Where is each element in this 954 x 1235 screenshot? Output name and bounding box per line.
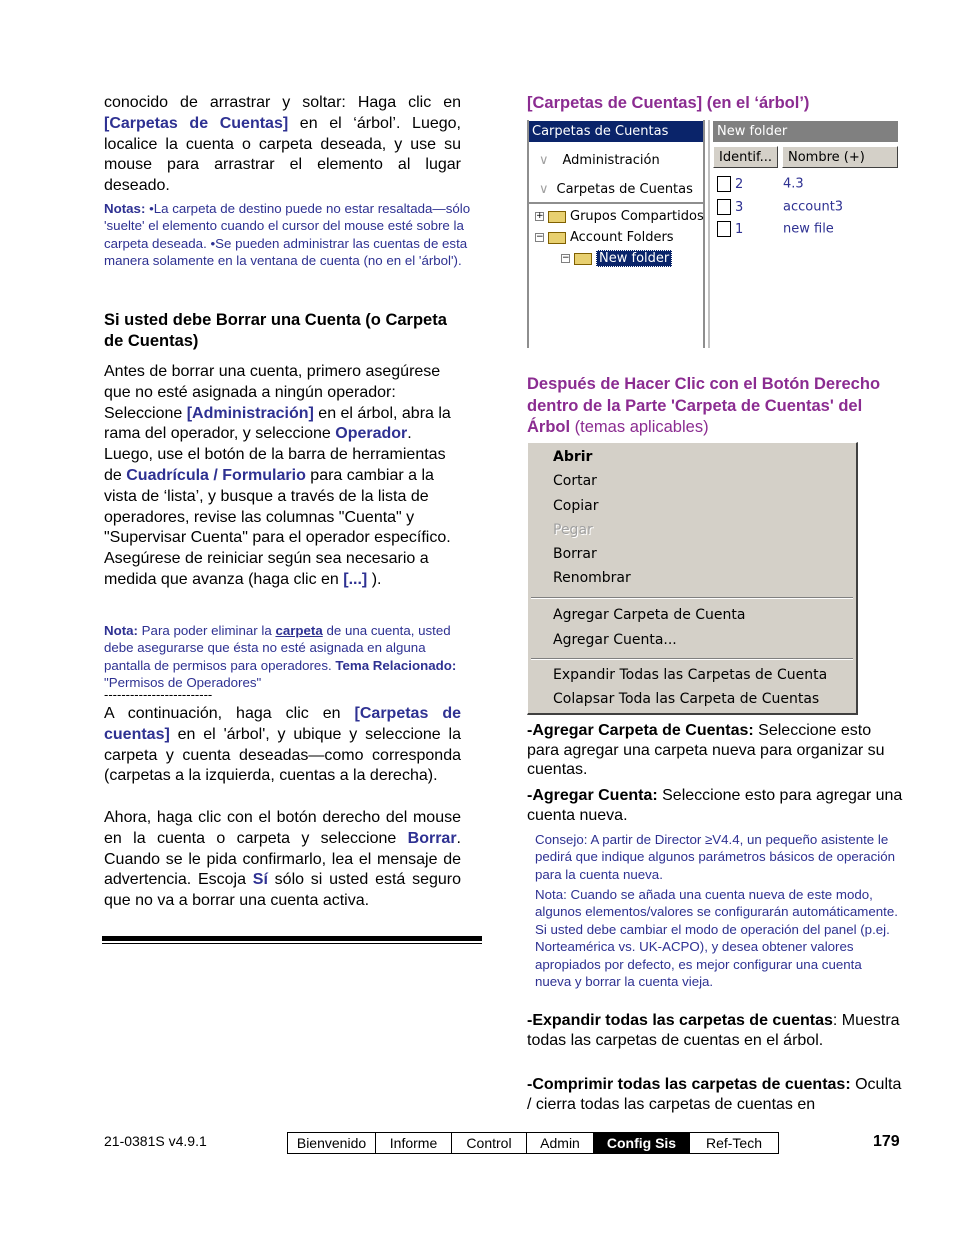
menu-item-copiar[interactable]: Copiar xyxy=(553,498,599,514)
row-id: 2 xyxy=(735,176,744,192)
cuadricula-link[interactable]: Cuadrícula / Formulario xyxy=(126,466,306,484)
text: A continuación, haga clic en xyxy=(104,705,355,722)
note-label: Nota: xyxy=(104,623,138,638)
caption-bold: Después de Hacer Clic con el Botón Derecho dentro de la Parte 'Carpeta de Cuentas' del Árbol xyxy=(527,375,881,436)
text: ). xyxy=(367,570,382,588)
tip-wizard: Consejo: A partir de Director ≥V4.4, un pequeño asistente le pedirá que indique algunos parámetros básicos de operación para la cuenta nueva. xyxy=(535,832,895,882)
column-header-id[interactable]: Identif... xyxy=(713,146,778,168)
text: Ahora, haga clic con el botón derecho del mouse en la cuenta o carpeta y seleccione xyxy=(104,809,461,847)
tab-config-sis[interactable]: Config Sis xyxy=(594,1133,690,1153)
desc-comprimir: -Comprimir todas las carpetas de cuentas: Oculta / cierra todas las carpetas de cuentas en xyxy=(527,1076,902,1113)
si-link[interactable]: Sí xyxy=(252,871,268,889)
doc-id: 21-0381S v4.9.1 xyxy=(104,1133,207,1149)
menu-item-agregar-cuenta[interactable]: Agregar Cuenta... xyxy=(553,632,677,648)
note-auto-config: Nota: Cuando se añada una cuenta nueva de este modo, algunos elementos/valores se configurarán automáticamente. Si usted debe cambiar el modo de operación del panel (p.ej. Norteamérica vs. UK-ACPO), y desea obtener valores apropiados por defecto, es mejor configurar una cuenta nueva y borrar la cuenta vieja. xyxy=(535,887,898,990)
row-id: 1 xyxy=(735,221,744,237)
menu-item-cortar[interactable]: Cortar xyxy=(553,473,597,489)
folder-icon xyxy=(548,232,566,244)
desc-text: : Muestra todas las carpetas de cuentas en el árbol. xyxy=(527,1012,900,1049)
tree-node-label: Grupos Compartidos xyxy=(570,209,704,224)
row-id: 3 xyxy=(735,199,744,215)
ellipsis-button[interactable]: [...] xyxy=(343,570,368,588)
document-icon xyxy=(717,176,731,192)
menu-item-colapsar[interactable]: Colapsar Toda las Carpeta de Cuentas xyxy=(553,691,820,707)
menu-separator xyxy=(531,597,853,599)
text: en el ‘árbol’. Luego, localice la cuenta o carpeta deseada, y use su mouse para arrastrar el elemento al lugar deseado. xyxy=(104,114,461,195)
text: sólo si usted está seguro que no va a borrar una cuenta activa. xyxy=(104,871,462,910)
text: . Cuando se le pida confirmarlo, lea el mensaje de advertencia. Escoja xyxy=(104,829,461,889)
paragraph-delete xyxy=(104,808,461,912)
figure-caption-menu xyxy=(527,374,887,439)
text: . Luego, use el botón de la barra de herramientas de xyxy=(104,425,446,484)
menu-item-pegar: Pegar xyxy=(553,522,593,538)
chevron-down-icon: ∨ xyxy=(539,153,549,168)
administracion-link[interactable]: [Administración] xyxy=(186,404,314,422)
section-end-rule-thick xyxy=(102,936,482,941)
list-pane-title: New folder xyxy=(713,121,898,142)
expand-icon[interactable]: + xyxy=(536,211,544,221)
note-text: •La carpeta de destino puede no estar resaltada—sólo 'suelte' el elemento cuando el cursor del mouse esté sobre la carpeta deseada. •Se pueden administrar las cuentas de esta manera solamente en la ventana de cuenta (no en el 'árbol'). xyxy=(104,201,471,269)
row-name: 4.3 xyxy=(783,176,804,192)
menu-item-expandir[interactable]: Expandir Todas las Carpetas de Cuenta xyxy=(553,667,828,683)
desc-agregar-cuenta: -Agregar Cuenta: Seleccione esto para agregar una cuenta nueva. xyxy=(527,787,903,824)
menu-item-borrar[interactable]: Borrar xyxy=(553,546,597,562)
row-name: account3 xyxy=(783,199,844,215)
folder-icon xyxy=(548,211,566,223)
paragraph-drag-drop xyxy=(104,93,461,197)
tree-node-new-folder[interactable] xyxy=(561,251,672,266)
menu-item-agregar-carpeta[interactable]: Agregar Carpeta de Cuenta xyxy=(553,607,746,623)
row-name: new file xyxy=(783,221,834,237)
text: conocido de arrastrar y soltar: Haga clic en xyxy=(104,94,461,111)
menu-item-renombrar[interactable]: Renombrar xyxy=(553,570,631,586)
tab-bienvenido[interactable]: Bienvenido xyxy=(288,1133,376,1153)
desc-label: Agregar Carpeta de Cuentas: xyxy=(532,722,754,739)
open-folder-icon xyxy=(574,253,592,265)
note-drag-drop xyxy=(104,200,476,270)
desc-text: Oculta / cierra todas las carpetas de cuentas en xyxy=(527,1076,902,1113)
column-header-name[interactable]: Nombre (+) xyxy=(782,146,898,168)
note-permissions xyxy=(104,622,466,692)
tree-node-label: Account Folders xyxy=(570,230,674,245)
document-icon xyxy=(717,221,731,237)
note-text: Para poder eliminar la xyxy=(137,623,276,638)
caption-normal: (temas aplicables) xyxy=(570,418,709,436)
menu-separator xyxy=(531,658,853,660)
carpetas-cuentas-link[interactable]: [Carpetas de cuentas] xyxy=(104,705,461,743)
tab-control[interactable]: Control xyxy=(452,1133,527,1153)
tab-ref-tech[interactable]: Ref-Tech xyxy=(705,1135,763,1151)
tree-pane-title: Carpetas de Cuentas xyxy=(528,121,704,142)
section-heading: Si usted debe Borrar una Cuenta (o Carpeta de Cuentas) xyxy=(104,311,447,350)
paragraph-select-item xyxy=(104,704,461,787)
tab-admin[interactable]: Admin xyxy=(527,1133,594,1153)
chevron-down-icon: ∨ xyxy=(539,182,549,197)
operador-link[interactable]: Operador xyxy=(335,425,408,443)
carpetas-link[interactable]: [Carpetas de Cuentas] xyxy=(104,114,289,132)
related-topic-text[interactable]: "Permisos de Operadores" xyxy=(104,675,262,691)
table-row[interactable] xyxy=(717,199,843,215)
tree-node-label: New folder xyxy=(596,250,672,267)
borrar-link[interactable]: Borrar xyxy=(407,829,457,847)
note-text: de una cuenta, usted debe asegurarse que ésta no esté asignada en alguna pantalla de permisos para operadores. xyxy=(104,623,451,673)
note-label: Notas: xyxy=(104,201,146,216)
text: en el 'árbol', y ubique y seleccione la carpeta y cuenta deseadas—como corresponda (carpetas a la izquierda, cuentas a la derecha). xyxy=(104,725,461,785)
collapse-icon[interactable]: − xyxy=(562,253,570,263)
tree-node-carpetas[interactable] xyxy=(539,182,693,197)
desc-label: Comprimir todas las carpetas de cuentas: xyxy=(532,1076,851,1093)
desc-text: Seleccione esto para agregar una carpeta nueva para organizar su cuentas. xyxy=(527,722,885,778)
tree-screenshot xyxy=(527,120,898,348)
desc-text: Seleccione esto para agregar una cuenta nueva. xyxy=(527,787,903,824)
related-topic-label: Tema Relacionado: xyxy=(335,657,457,673)
context-menu xyxy=(527,442,858,715)
tab-informe[interactable]: Informe xyxy=(376,1133,452,1153)
document-icon xyxy=(717,199,731,215)
tree-node-grupos[interactable] xyxy=(535,209,704,224)
carpeta-link[interactable]: carpeta xyxy=(275,623,323,638)
text: en el árbol, abra la rama del operador, y seleccione xyxy=(104,404,451,443)
page-number: 179 xyxy=(873,1133,900,1150)
desc-label: Expandir todas las carpetas de cuentas xyxy=(532,1012,833,1029)
tree-node-label: Carpetas de Cuentas xyxy=(556,182,693,197)
section-end-rule-thin xyxy=(102,943,482,944)
table-row[interactable] xyxy=(717,176,804,192)
collapse-icon[interactable]: − xyxy=(536,232,544,242)
menu-item-abrir[interactable]: Abrir xyxy=(553,449,593,465)
tree-node-administracion[interactable] xyxy=(539,153,660,168)
paragraph-before-delete xyxy=(104,362,464,591)
text: Antes de borrar una cuenta, primero asegúrese que no esté asignada a ningún operador: Seleccione xyxy=(104,363,441,422)
tree-node-account-folders[interactable] xyxy=(535,230,674,245)
figure-caption-tree: [Carpetas de Cuentas] (en el ‘árbol’) xyxy=(527,94,810,112)
desc-expandir: -Expandir todas las carpetas de cuentas: Muestra todas las carpetas de cuentas en el árbol. xyxy=(527,1012,900,1049)
tree-node-label: Administración xyxy=(562,153,660,168)
footer-nav xyxy=(287,1132,779,1154)
text: para cambiar a la vista de ‘lista’, y busque a través de la lista de operadores, revise las columnas "Cuenta" y "Supervisar Cuenta" para el operador específico. Asegúrese de reiniciar según sea necesario a medida que avanza (haga clic en xyxy=(104,466,451,588)
table-row[interactable] xyxy=(717,221,834,237)
dash-separator: ------------------------- xyxy=(104,687,213,702)
desc-agregar-carpeta: -Agregar Carpeta de Cuentas: Seleccione esto para agregar una carpeta nueva para organizar su cuentas. xyxy=(527,722,885,778)
desc-label: Agregar Cuenta: xyxy=(532,787,658,804)
